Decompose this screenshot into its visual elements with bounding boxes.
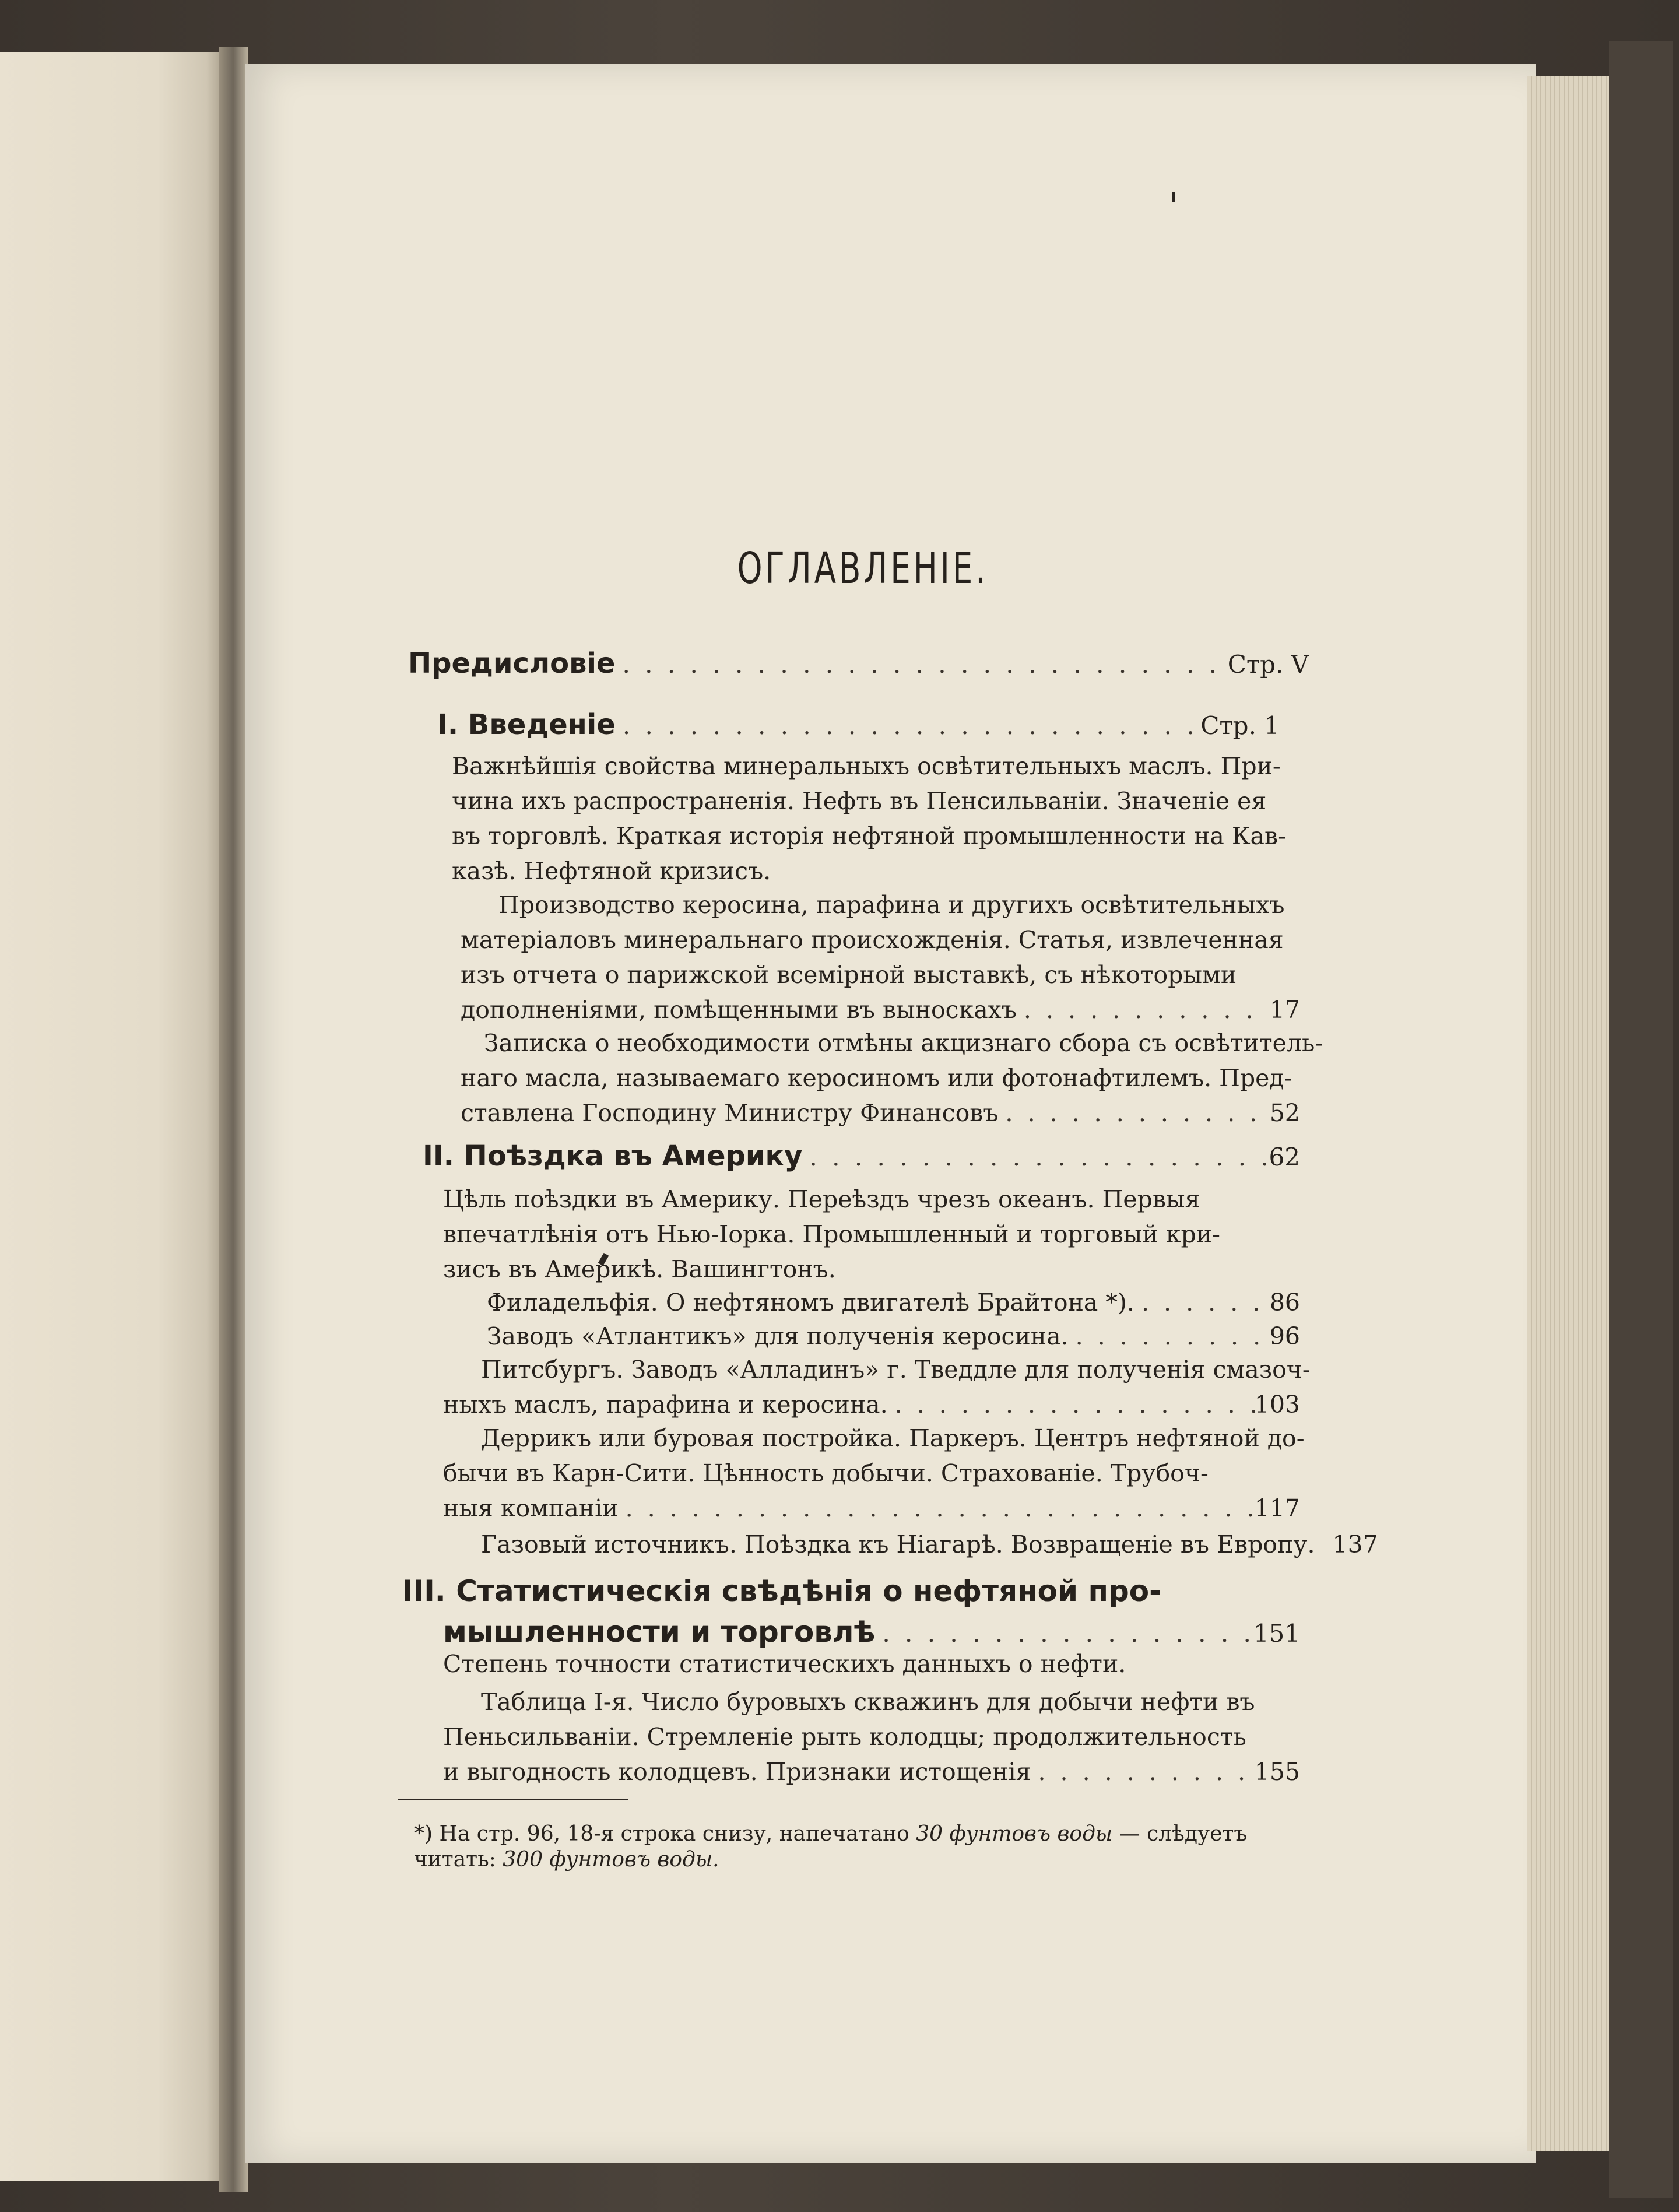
toc-section-heading-cont[interactable] [443,1615,1300,1649]
footnote [414,1821,1247,1873]
page-title: ОГЛАВЛЕНІЕ. [737,543,989,594]
toc-label: и выгодность колодцевъ. Признаки истощенія [443,1758,1031,1786]
footnote-text: читать: [414,1848,496,1872]
leader-dots [998,1099,1269,1127]
toc-text-line: чина ихъ распространенія. Нефть въ Пенсильваніи. Значеніе ея [452,787,1267,815]
footnote-rule [398,1799,628,1800]
ink-speck [1172,192,1175,202]
toc-text-line: въ торговлѣ. Краткая исторія нефтяной промышленности на Кав- [452,822,1286,850]
toc-label: ныя компаніи [443,1494,619,1522]
toc-text-line: Производство керосина, парафина и другихъ освѣтительныхъ [498,891,1285,919]
toc-page: Стр. 1 [1200,711,1280,740]
toc-text-line: бычи въ Карн-Сити. Цѣнность добычи. Страхованіе. Трубоч- [443,1459,1209,1487]
leader-dots [1031,1758,1254,1786]
toc-text-line: Питсбургъ. Заводъ «Алладинъ» г. Тведдле для полученія смазоч- [481,1356,1311,1384]
toc-page: 62 [1269,1143,1300,1171]
toc-text-line: Важнѣйшія свойства минеральныхъ освѣтительныхъ маслъ. При- [452,752,1281,780]
toc-text-line: наго масла, называемаго керосиномъ или фотонафтилемъ. Пред- [461,1064,1292,1092]
toc-entry[interactable] [443,1494,1300,1522]
toc-text-line: Деррикъ или буровая постройка. Паркеръ. Центръ нефтяной до- [481,1424,1305,1452]
toc-section-heading[interactable]: III. Статистическія свѣдѣнія о нефтяной про- [402,1574,1161,1608]
toc-entry-preface[interactable] [408,647,1309,680]
toc-label: ставлена Господину Министру Финансовъ [461,1099,999,1127]
footnote-italic: 30 фунтовъ воды [916,1822,1113,1846]
toc-page: 137 [1332,1530,1378,1558]
leader-dots [1134,1288,1270,1316]
footnote-italic: 300 фунтовъ воды. [503,1848,719,1872]
toc-page: 17 [1269,996,1300,1024]
toc-text-line: зисъ въ Америкѣ. Вашингтонъ. [443,1255,836,1283]
toc-section-heading[interactable] [437,708,1280,741]
toc-entry[interactable] [443,1391,1300,1419]
toc-text-line: Степень точности статистическихъ данныхъ о нефти. [443,1650,1126,1678]
toc-text-line: Цѣль поѣздки въ Америку. Переѣздъ чрезъ океанъ. Первыя [443,1185,1200,1213]
toc-text-line: Таблица I-я. Число буровыхъ скважинъ для добычи нефти въ [481,1688,1255,1716]
toc-page: 117 [1254,1494,1300,1522]
toc-entry[interactable] [487,1322,1300,1350]
toc-text-line: изъ отчета о парижской всемірной выставкѣ, съ нѣкоторыми [461,961,1237,989]
footnote-marker: *) [414,1822,433,1846]
toc-page: 103 [1254,1391,1300,1419]
book-gutter [219,47,248,2192]
leader-dots [619,1494,1255,1522]
cover-edge [1609,41,1673,2198]
leader-dots [802,1143,1269,1171]
footnote-line-1 [414,1821,1247,1847]
leader-dots [1017,996,1270,1024]
page-edges [1527,76,1615,2151]
leader-dots [888,1391,1255,1419]
toc-label: мышленности и торговлѣ [443,1615,876,1649]
toc-text-line: впечатлѣнія отъ Нью-Іорка. Промышленный и торговый кри- [443,1220,1220,1248]
toc-label: Газовый источникъ. Поѣздка къ Ніагарѣ. Возвращеніе въ Европу. [481,1530,1315,1558]
footnote-text: На стр. 96, 18-я строка снизу, напечатано [439,1822,909,1846]
toc-label: Заводъ «Атлантикъ» для полученія керосина. [487,1322,1069,1350]
toc-label: I. Введеніе [437,708,616,741]
leader-dots [875,1619,1253,1648]
toc-entry[interactable] [461,996,1300,1024]
toc-section-heading[interactable] [423,1140,1300,1172]
toc-page: Стр. V [1227,650,1309,679]
leader-dots [1069,1322,1270,1350]
toc-label: Предисловіе [408,647,616,680]
leader-dots [615,650,1227,679]
footnote-text: — слѣдуетъ [1119,1822,1248,1846]
toc-text-line: казѣ. Нефтяной кризисъ. [452,857,771,885]
toc-page: 52 [1269,1099,1300,1127]
left-page-edge [0,52,224,2181]
toc-page: 151 [1253,1619,1300,1648]
toc-text-line: матеріаловъ минеральнаго происхожденія. Статья, извлеченная [461,926,1284,954]
toc-text-line: Пеньсильваніи. Стремленіе рыть колодцы; продолжительность [443,1723,1246,1751]
toc-label: Филадельфія. О нефтяномъ двигателѣ Брайтона *). [487,1288,1134,1316]
footnote-line-2 [414,1847,1247,1873]
toc-text-line: Записка о необходимости отмѣны акцизнаго сбора съ освѣтитель- [484,1029,1323,1057]
toc-label: дополненіями, помѣщенными въ выноскахъ [461,996,1017,1024]
toc-entry[interactable] [443,1758,1300,1786]
toc-entry[interactable] [481,1530,1378,1558]
toc-label: II. Поѣздка въ Америку [423,1140,803,1172]
leader-dots [616,711,1201,740]
toc-entry[interactable] [487,1288,1300,1316]
toc-page: 96 [1269,1322,1300,1350]
toc-page: 86 [1269,1288,1300,1316]
toc-entry[interactable] [461,1099,1300,1127]
toc-page: 155 [1254,1758,1300,1786]
toc-label: ныхъ маслъ, парафина и керосина. [443,1391,888,1419]
